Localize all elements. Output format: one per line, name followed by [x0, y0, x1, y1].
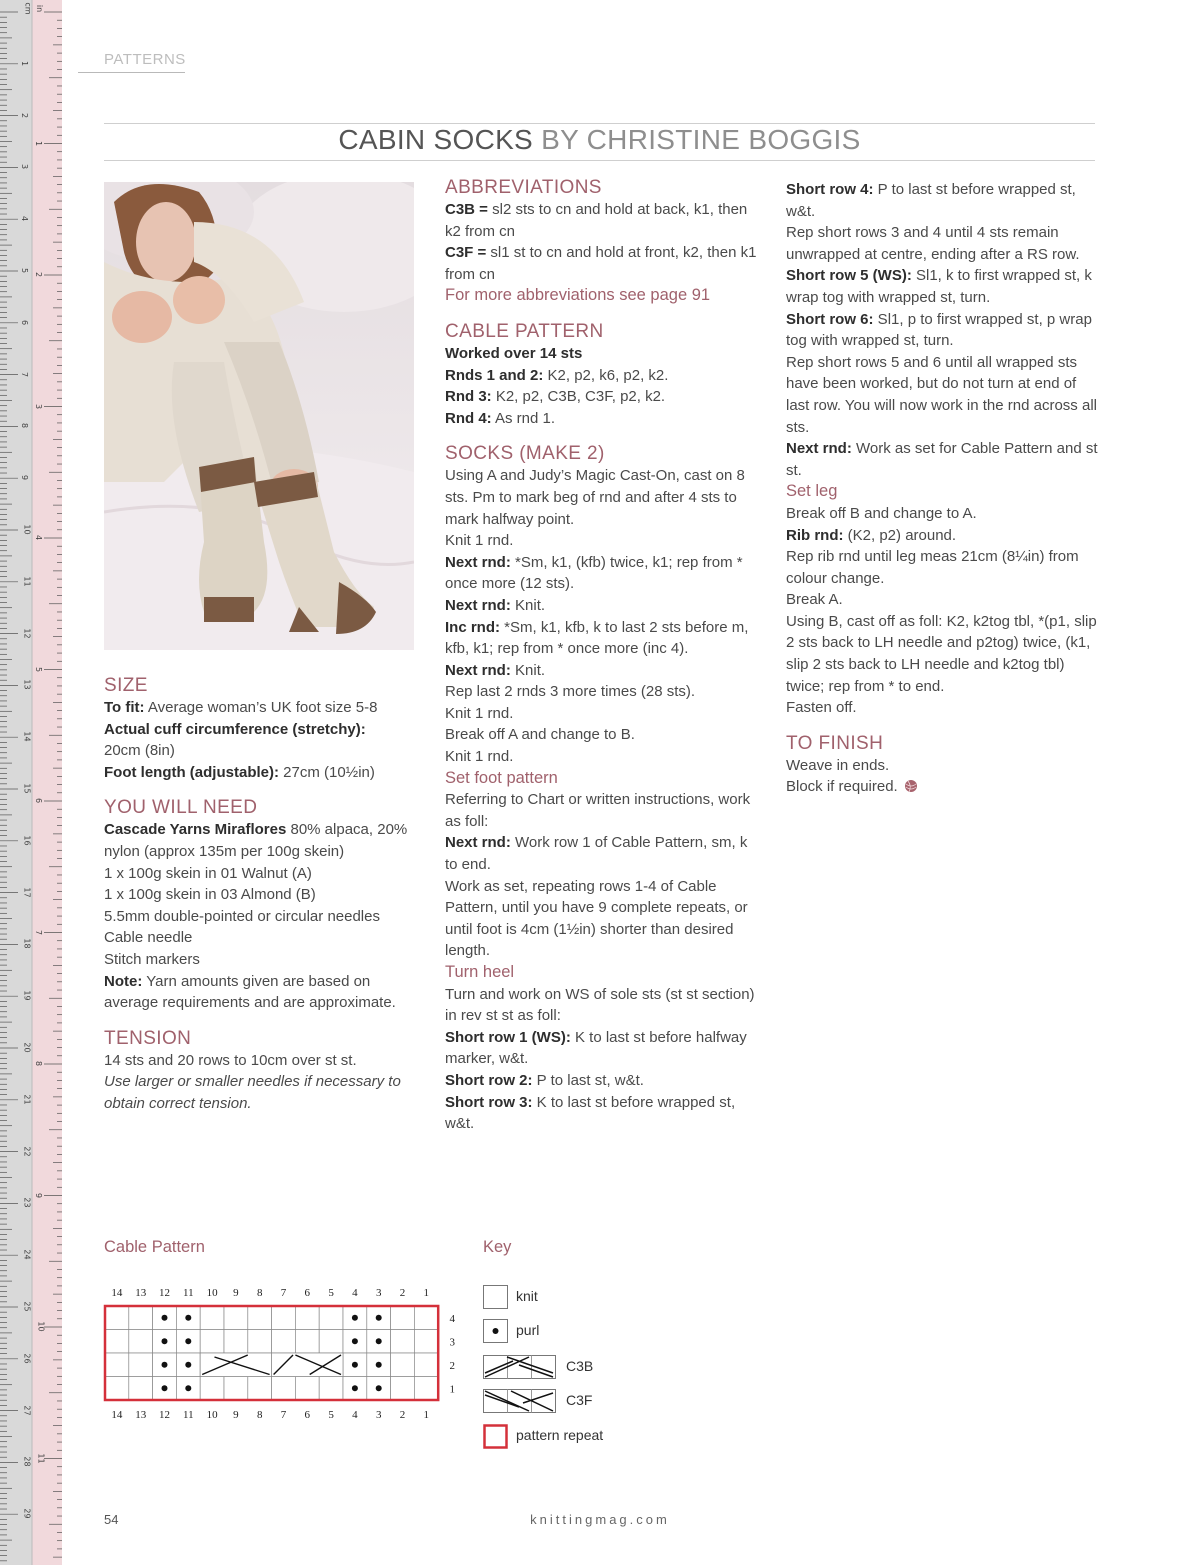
chart-col-number: 3	[375, 1409, 382, 1421]
short-row-6-value: Sl1, p to first wrapped st, p wrap tog with wrapped st, turn.	[786, 310, 1092, 350]
col3-p3: Break off B and change to A.	[786, 504, 977, 522]
chart-row-number: 1	[449, 1383, 455, 1396]
chart-cell	[248, 1306, 272, 1330]
chart-cell	[248, 1377, 272, 1401]
col3-p7: Fasten off.	[786, 699, 857, 717]
socks-p7: Referring to Chart or written instructions, work as foll:	[445, 791, 751, 830]
need-line-4: Cable needle	[104, 929, 193, 947]
chart-cell	[105, 1377, 129, 1401]
cable-rnd-4-value: As rnd 1.	[491, 409, 556, 427]
ruler-cm-number: 23	[22, 1197, 32, 1208]
column-right	[786, 179, 1098, 798]
cable-chart	[100, 1280, 470, 1430]
abbr-heading: ABBREVIATIONS	[445, 177, 602, 198]
rib-rnd	[786, 525, 1098, 547]
ruler-cm-number: 16	[22, 835, 32, 846]
chart-col-number: 14	[111, 1287, 123, 1299]
socks-next-3	[445, 660, 757, 682]
socks-p5: Break off A and change to B.	[445, 726, 635, 744]
chart-col-number: 14	[111, 1409, 123, 1421]
col3-next-label: Next rnd:	[786, 440, 852, 458]
title-author: BY CHRISTINE BOGGIS	[541, 124, 861, 155]
need-yarn-value: 80% alpaca, 20% nylon (approx 135m per 100g skein)	[104, 821, 408, 860]
cable-rnd-1-2-label: Rnds 1 and 2:	[445, 366, 544, 384]
chart-cell	[272, 1330, 296, 1354]
chart-cell	[391, 1353, 415, 1377]
ruler-in-number: 4	[34, 534, 44, 541]
col3-p2: Rep short rows 5 and 6 until all wrapped sts have been worked, but do not turn at end of last row. You will now work in the rnd across all sts.	[786, 353, 1097, 436]
ruler-in-unit: in	[35, 4, 45, 13]
chart-purl-dot	[352, 1338, 358, 1344]
need-line-5: Stitch markers	[104, 950, 200, 968]
ruler-cm-number: 1	[20, 60, 30, 66]
chart-purl-dot	[162, 1362, 168, 1368]
chart-cell	[295, 1306, 319, 1330]
size-to-fit	[104, 697, 422, 719]
short-row-3	[445, 1092, 757, 1135]
chart-col-number: 2	[399, 1287, 406, 1299]
key-c3f-label: C3F	[566, 1392, 593, 1408]
short-row-3-label: Short row 3:	[445, 1093, 533, 1111]
socks-next-3-value: Knit.	[510, 661, 546, 679]
col3-p9: Block if required.	[786, 778, 898, 796]
cable-rnd-1-2	[445, 365, 757, 387]
cable-heading: CABLE PATTERN	[445, 320, 604, 342]
short-row-6	[786, 309, 1098, 352]
ruler-in-number: 3	[34, 403, 44, 409]
short-row-5-value: Sl1, k to first wrapped st, k wrap tog with wrapped st, turn.	[786, 267, 1092, 306]
short-row-5-label: Short row 5 (WS):	[786, 267, 912, 285]
cable-rnd-3-label: Rnd 3:	[445, 388, 492, 406]
chart-col-number: 8	[256, 1287, 263, 1299]
col3-p8: Weave in ends.	[786, 756, 890, 774]
ruler-cm-number: 17	[22, 887, 32, 898]
yarn-ball-icon	[904, 779, 918, 793]
chart-purl-dot	[352, 1362, 358, 1368]
socks-p2: Knit 1 rnd.	[445, 532, 514, 550]
chart-cell	[319, 1377, 343, 1401]
cable-over	[445, 343, 757, 365]
cable-rnd-4-label: Rnd 4:	[445, 409, 492, 427]
ruler-cm-number: 12	[22, 628, 32, 639]
size-foot	[104, 762, 422, 784]
chart-cell	[414, 1353, 438, 1377]
chart-purl-dot	[352, 1385, 358, 1391]
socks-inc-value: *Sm, k1, kfb, k to last 2 sts before m, kfb, k1; rep from * once more (inc 4).	[445, 618, 749, 658]
size-foot-value: 27cm (10½in)	[278, 763, 375, 781]
chart-row-number: 4	[449, 1313, 455, 1325]
socks-next-4-value: Work row 1 of Cable Pattern, sm, k to end.	[445, 834, 748, 874]
chart-purl-dot	[376, 1338, 382, 1344]
socks-p9: Turn and work on WS of sole sts (st st section) in rev st st as foll:	[445, 985, 755, 1025]
title-rule-bottom	[104, 160, 1095, 161]
column-middle	[445, 177, 757, 1135]
ruler-cm-number: 6	[20, 319, 30, 325]
column-left	[104, 675, 422, 1115]
ruler-cm-number: 20	[22, 1042, 32, 1053]
ruler-cm-unit: cm	[23, 2, 33, 15]
chart-col-number: 2	[399, 1409, 406, 1421]
short-row-4-label: Short row 4:	[786, 181, 874, 198]
ruler-in-number: 8	[34, 1060, 44, 1067]
abbr-c3b	[445, 199, 757, 242]
chart-purl-dot	[185, 1385, 191, 1391]
chart-col-number: 9	[233, 1287, 239, 1299]
chart-purl-dot	[162, 1385, 168, 1391]
cable-over-text: Worked over 14 sts	[445, 344, 583, 362]
chart-row-number: 2	[449, 1360, 455, 1372]
ruler-cm-number: 5	[20, 267, 30, 274]
chart-col-number: 13	[135, 1287, 147, 1299]
short-row-5	[786, 265, 1098, 308]
rib-rnd-value: (K2, p2) around.	[843, 526, 957, 544]
chart-cell	[105, 1353, 129, 1377]
short-row-4-value: P to last st before wrapped st, w&t.	[786, 181, 1076, 220]
section-tag-underline	[78, 72, 185, 73]
abbr-c3b-value: sl2 sts to cn and hold at back, k1, then k2 from cn	[445, 201, 748, 240]
socks-inc-label: Inc rnd:	[445, 618, 500, 636]
ruler-cm-number: 25	[22, 1301, 32, 1312]
c3f-symbol	[483, 1389, 557, 1413]
ruler-cm-number: 21	[22, 1094, 32, 1105]
size-cuff-value: 20cm (8in)	[104, 742, 175, 760]
short-row-1	[445, 1027, 757, 1070]
ruler-cm-number: 18	[22, 938, 32, 949]
chart-cell	[272, 1306, 296, 1330]
page-number: 54	[104, 1512, 119, 1527]
col3-p1: Rep short rows 3 and 4 until 4 sts remain unwrapped at centre, ending after a RS row.	[786, 224, 1080, 263]
chart-cell	[272, 1377, 296, 1401]
size-to-fit-value: Average woman’s UK foot size 5-8	[144, 699, 378, 716]
need-yarn	[104, 819, 422, 862]
socks-next-2-label: Next rnd:	[445, 596, 511, 614]
ruler-cm-number: 26	[22, 1353, 32, 1364]
chart-col-number: 6	[304, 1409, 311, 1421]
socks-p3: Rep last 2 rnds 3 more times (28 sts).	[445, 683, 696, 701]
need-line-2: 1 x 100g skein in 03 Almond (B)	[104, 886, 316, 904]
col3-p4: Rep rib rnd until leg meas 21cm (8¼in) from colour change.	[786, 548, 1079, 587]
key-knit-label: knit	[516, 1288, 538, 1304]
chart-cell	[105, 1330, 129, 1354]
chart-cell	[414, 1306, 438, 1330]
ruler-in-number: 1	[34, 140, 44, 146]
ruler-cm-number: 13	[22, 679, 32, 690]
ruler-in-number: 6	[34, 797, 44, 804]
chart-col-number: 12	[159, 1287, 170, 1299]
rib-rnd-label: Rib rnd:	[786, 526, 844, 544]
abbr-c3f	[445, 242, 757, 285]
cable-rnd-3	[445, 386, 757, 408]
socks-next-2-value: Knit.	[510, 596, 546, 614]
chart-col-number: 5	[328, 1409, 334, 1421]
chart-cell	[129, 1377, 153, 1401]
ruler-cm-number: 3	[20, 164, 30, 170]
short-row-1-value: K to last st before halfway marker, w&t.	[445, 1028, 747, 1068]
footer-site[interactable]: knittingmag.com	[530, 1512, 670, 1527]
ruler-cm-number: 27	[22, 1405, 32, 1416]
short-row-2	[445, 1070, 757, 1092]
socks-next-1-label: Next rnd:	[445, 553, 511, 571]
chart-col-number: 7	[280, 1287, 287, 1299]
key-purl-label: purl	[516, 1322, 540, 1338]
chart-col-number: 1	[423, 1287, 430, 1299]
size-cuff-label: Actual cuff circumference (stretchy):	[104, 720, 366, 738]
col3-p9-line	[786, 776, 1098, 798]
ruler-cm-number: 29	[22, 1508, 32, 1519]
chart-row-number: 3	[449, 1336, 455, 1349]
chart-purl-dot	[185, 1338, 191, 1344]
ruler-in-number: 2	[34, 271, 44, 278]
chart-purl-dot	[376, 1315, 382, 1321]
socks-next-4-label: Next rnd:	[445, 834, 511, 852]
socks-heading: SOCKS (MAKE 2)	[445, 443, 605, 465]
chart-col-number: 8	[256, 1409, 263, 1421]
ruler-cm-number: 7	[20, 371, 30, 377]
chart-col-number: 1	[423, 1409, 430, 1421]
size-foot-label: Foot length (adjustable):	[104, 763, 279, 781]
ruler-cm-number: 2	[20, 112, 30, 118]
chart-cell	[391, 1330, 415, 1354]
chart-cell	[391, 1377, 415, 1401]
abbr-c3f-value: sl1 st to cn and hold at front, k2, then k1 from cn	[445, 244, 757, 283]
ruler-cm-number: 9	[20, 475, 30, 481]
key-c3b-label: C3B	[566, 1358, 594, 1374]
tension-heading: TENSION	[104, 1027, 192, 1049]
socks-p4: Knit 1 rnd.	[445, 704, 514, 722]
heel-subheading: Turn heel	[445, 963, 515, 981]
chart-purl-dot	[185, 1315, 191, 1321]
hero-photo-illustration	[104, 182, 414, 650]
chart-purl-dot	[376, 1385, 382, 1391]
chart-cell	[129, 1306, 153, 1330]
finish-heading: TO FINISH	[786, 732, 884, 754]
chart-col-number: 11	[183, 1287, 194, 1299]
short-row-2-value: P to last st, w&t.	[532, 1071, 644, 1089]
chart-purl-dot	[185, 1362, 191, 1368]
purl-symbol	[483, 1319, 509, 1343]
socks-next-1	[445, 552, 757, 595]
chart-col-number: 7	[280, 1409, 287, 1421]
chart-cell	[414, 1377, 438, 1401]
chart-col-number: 10	[206, 1409, 218, 1421]
need-note-label: Note:	[104, 972, 143, 990]
abbr-more-link[interactable]: For more abbreviations see page 91	[445, 286, 711, 305]
tension-line-1: 14 sts and 20 rows to 10cm over st st.	[104, 1051, 357, 1069]
chart-col-number: 10	[206, 1287, 218, 1299]
socks-p8: Work as set, repeating rows 1-4 of Cable Pattern, until you have 9 complete repeats, or until foot is 4cm (1½in) shorter than desired length.	[445, 877, 748, 960]
tension-line-2: Use larger or smaller needles if necessary to obtain correct tension.	[104, 1073, 401, 1112]
ruler-in-number: 11	[36, 1452, 46, 1464]
chart-col-number: 6	[304, 1287, 311, 1299]
ruler-cm-number: 8	[20, 423, 30, 429]
chart-col-number: 4	[352, 1409, 358, 1421]
chart-purl-dot	[376, 1362, 382, 1368]
chart-purl-dot	[162, 1338, 168, 1344]
chart-cable-c3b-cell	[200, 1353, 271, 1377]
chart-cell	[391, 1306, 415, 1330]
ruler-cm-number: 24	[22, 1249, 32, 1260]
cable-rnd-3-value: K2, p2, C3B, C3F, p2, k2.	[491, 388, 666, 406]
chart-cell	[129, 1353, 153, 1377]
ruler-in-number: 10	[36, 1321, 46, 1332]
col3-p6: Using B, cast off as foll: K2, k2tog tbl, *(p1, slip 2 sts back to LH needle and p2tog) twice, (k1, slip 2 sts back to LH needle and k2tog tbl) twice; rep from * to end.	[786, 612, 1097, 695]
key-repeat-label: pattern repeat	[516, 1427, 604, 1443]
chart-title: Cable Pattern	[104, 1238, 205, 1256]
ruler-cm-number: 19	[22, 990, 32, 1001]
ruler-in-number: 9	[34, 1192, 44, 1198]
hero-photo	[104, 182, 414, 650]
pattern-repeat-symbol	[483, 1424, 509, 1450]
chart-cell	[248, 1330, 272, 1354]
ruler-in-number: 5	[34, 666, 44, 672]
chart-col-number: 3	[375, 1287, 382, 1299]
chart-col-number: 13	[135, 1409, 147, 1421]
chart-cell	[224, 1377, 248, 1401]
chart-col-number: 5	[328, 1287, 334, 1299]
ruler-cm-number: 28	[22, 1456, 32, 1467]
foot-subheading: Set foot pattern	[445, 768, 558, 787]
chart-cell	[200, 1306, 224, 1330]
need-line-3: 5.5mm double-pointed or circular needles	[104, 907, 380, 925]
cable-rnd-4	[445, 408, 757, 430]
need-note-value: Yarn amounts given are based on average requirements and are approximate.	[104, 972, 396, 1012]
chart-cell	[319, 1306, 343, 1330]
ruler-cm-number: 15	[22, 783, 32, 794]
chart-purl-dot	[352, 1315, 358, 1321]
size-cuff	[104, 719, 422, 741]
short-row-1-label: Short row 1 (WS):	[445, 1028, 571, 1046]
need-line-1: 1 x 100g skein in 01 Walnut (A)	[104, 864, 312, 882]
abbr-c3f-label: C3F =	[445, 244, 487, 262]
key-title: Key	[483, 1238, 512, 1256]
c3b-symbol	[483, 1355, 557, 1379]
chart-col-number: 9	[233, 1409, 239, 1421]
leg-subheading: Set leg	[786, 482, 838, 501]
short-row-6-label: Short row 6:	[786, 310, 874, 328]
section-tag: PATTERNS	[104, 51, 186, 68]
chart-cell	[414, 1330, 438, 1354]
socks-next-2	[445, 595, 757, 617]
ruler-cm-number: 11	[22, 576, 32, 587]
chart-cell	[200, 1377, 224, 1401]
socks-inc	[445, 617, 757, 660]
short-row-3-value: K to last st before wrapped st, w&t.	[445, 1093, 736, 1133]
size-to-fit-label: To fit:	[104, 699, 145, 716]
chart-cell	[295, 1377, 319, 1401]
col3-next	[786, 438, 1098, 481]
page-title	[104, 124, 1095, 156]
need-yarn-label: Cascade Yarns Miraflores	[104, 821, 287, 839]
socks-p1: Using A and Judy’s Magic Cast-On, cast on 8 sts. Pm to mark beg of rnd and after 4 sts to mark halfway point.	[445, 467, 745, 528]
ruler-cm-number: 14	[22, 731, 32, 742]
chart-cell	[129, 1330, 153, 1354]
ruler	[0, 0, 62, 1565]
socks-p6: Knit 1 rnd.	[445, 748, 514, 766]
ruler-cm-number: 10	[22, 524, 32, 535]
socks-next-4	[445, 832, 757, 875]
short-row-2-label: Short row 2:	[445, 1071, 533, 1089]
chart-cell	[105, 1306, 129, 1330]
socks-next-1-value: *Sm, k1, (kfb) twice, k1; rep from * once more (12 sts).	[445, 553, 743, 593]
ruler-cm-number: 22	[22, 1146, 32, 1157]
knit-symbol	[483, 1285, 509, 1309]
chart-cable-c3f-cell	[272, 1353, 343, 1377]
need-heading: YOU WILL NEED	[104, 797, 258, 819]
chart-cell	[224, 1330, 248, 1354]
socks-next-3-label: Next rnd:	[445, 661, 511, 679]
chart-cell	[200, 1330, 224, 1354]
chart-cell	[224, 1306, 248, 1330]
chart-cell	[319, 1330, 343, 1354]
ruler-in-number: 7	[34, 929, 44, 935]
title-main: CABIN SOCKS	[338, 124, 534, 155]
short-row-4	[786, 179, 1098, 222]
chart-col-number: 12	[159, 1409, 170, 1421]
cable-rnd-1-2-value: K2, p2, k6, p2, k2.	[543, 366, 669, 384]
chart-col-number: 11	[183, 1409, 194, 1421]
chart-purl-dot	[162, 1315, 168, 1321]
col3-next-value: Work as set for Cable Pattern and st st.	[786, 440, 1098, 479]
ruler-cm-number: 4	[20, 216, 30, 222]
need-note	[104, 971, 422, 1014]
abbr-c3b-label: C3B =	[445, 201, 488, 218]
chart-cell	[295, 1330, 319, 1354]
chart-col-number: 4	[352, 1287, 358, 1299]
size-heading: SIZE	[104, 675, 148, 696]
col3-p5: Break A.	[786, 591, 843, 609]
